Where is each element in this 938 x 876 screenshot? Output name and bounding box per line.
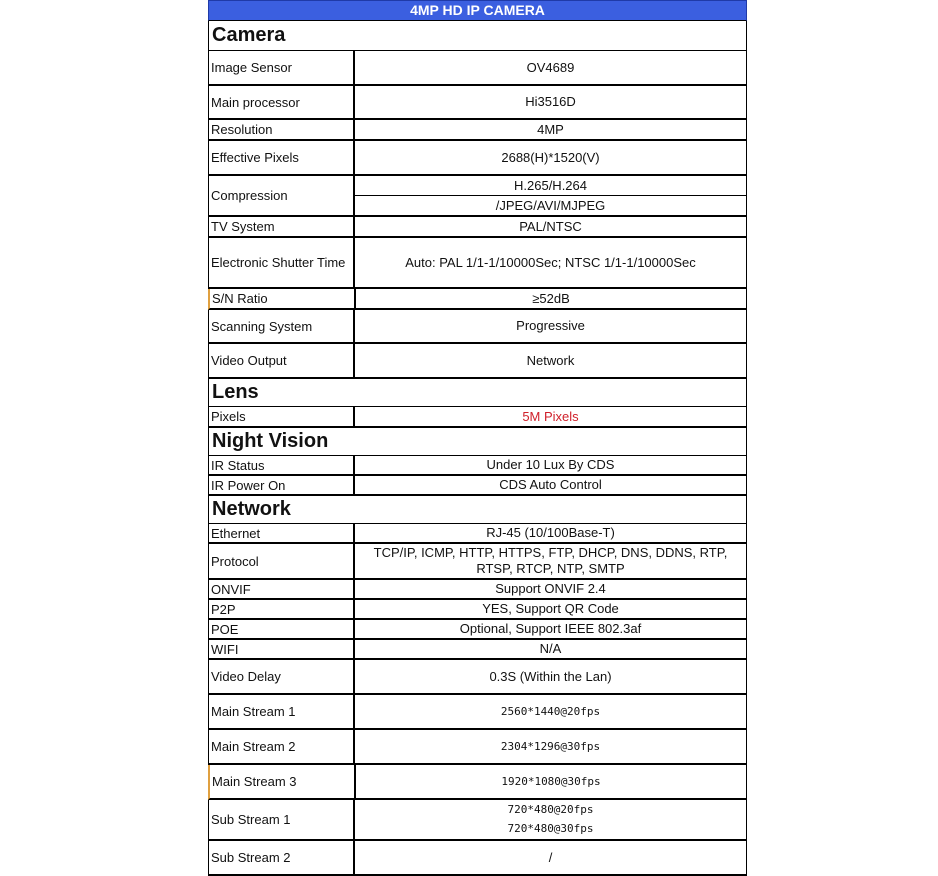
value-compression-line-2: /JPEG/AVI/MJPEG: [355, 195, 746, 215]
value-main-stream-2: 2304*1296@30fps: [500, 739, 601, 753]
row-main-stream-2: [208, 730, 747, 765]
label-onvif: ONVIF: [209, 580, 355, 598]
sheet-title: 4MP HD IP CAMERA: [208, 0, 747, 21]
row-sn-ratio: [208, 289, 747, 310]
label-sub-stream-1: Sub Stream 1: [209, 800, 355, 839]
label-ethernet: Ethernet: [209, 524, 355, 542]
section-camera: Camera: [208, 21, 747, 51]
row-sub-stream-1: [208, 800, 747, 841]
row-main-stream-1: [208, 695, 747, 730]
value-wifi: N/A: [539, 641, 562, 656]
row-ir-power: [208, 476, 747, 496]
label-shutter: Electronic Shutter Time: [209, 238, 355, 287]
spec-sheet: [208, 0, 747, 876]
value-protocol: TCP/IP, ICMP, HTTP, HTTPS, FTP, DHCP, DNS, DDNS, RTP, RTSP, RTCP, NTP, SMTP: [373, 545, 728, 576]
value-ethernet: RJ-45 (10/100Base-T): [486, 525, 615, 540]
row-image-sensor: [208, 51, 747, 86]
row-protocol: [208, 544, 747, 580]
value-compression: [355, 176, 746, 215]
label-tv-system: TV System: [209, 217, 355, 236]
value-sub-stream-2: /: [548, 849, 553, 865]
label-image-sensor: Image Sensor: [209, 51, 355, 84]
label-sub-stream-2: Sub Stream 2: [209, 841, 355, 874]
value-main-processor: Hi3516D: [525, 94, 576, 109]
label-lens-pixels: Pixels: [209, 407, 355, 426]
label-compression: Compression: [209, 176, 355, 215]
value-main-stream-1: 2560*1440@20fps: [500, 704, 601, 718]
section-lens: Lens: [208, 379, 747, 407]
section-network: Network: [208, 496, 747, 524]
row-ir-status: [208, 456, 747, 476]
value-main-stream-3: 1920*1080@30fps: [501, 774, 601, 788]
label-ir-power: IR Power On: [209, 476, 355, 494]
value-shutter: Auto: PAL 1/1-1/10000Sec; NTSC 1/1-1/10000Sec: [405, 254, 696, 270]
label-resolution: Resolution: [209, 120, 355, 139]
value-sub-stream-1-line-1: 720*480@20fps: [507, 802, 594, 816]
label-protocol: Protocol: [209, 544, 355, 578]
row-wifi: [208, 640, 747, 660]
value-onvif: Support ONVIF 2.4: [495, 581, 606, 596]
label-main-stream-3: Main Stream 3: [210, 765, 356, 798]
label-wifi: WIFI: [209, 640, 355, 658]
value-resolution: 4MP: [537, 121, 564, 137]
row-onvif: [208, 580, 747, 600]
row-lens-pixels: [208, 407, 747, 428]
row-main-processor: [208, 86, 747, 120]
row-p2p: [208, 600, 747, 620]
value-video-delay: 0.3S (Within the Lan): [489, 668, 612, 684]
value-video-output: Network: [526, 352, 575, 368]
value-lens-pixels: 5M Pixels: [522, 408, 579, 424]
row-compression: [208, 176, 747, 217]
label-main-stream-1: Main Stream 1: [209, 695, 355, 728]
label-main-stream-2: Main Stream 2: [209, 730, 355, 763]
section-night-vision: Night Vision: [208, 428, 747, 456]
value-sn-ratio: ≥52dB: [532, 290, 570, 306]
label-effective-pixels: Effective Pixels: [209, 141, 355, 174]
value-ir-status: Under 10 Lux By CDS: [486, 457, 615, 472]
value-tv-system: PAL/NTSC: [519, 218, 582, 234]
value-sub-stream-1-line-2: 720*480@30fps: [507, 822, 594, 836]
value-image-sensor: OV4689: [526, 59, 575, 75]
value-p2p: YES, Support QR Code: [482, 601, 619, 616]
row-effective-pixels: [208, 141, 747, 176]
row-resolution: [208, 120, 747, 141]
row-sub-stream-2: [208, 841, 747, 876]
row-scanning: [208, 310, 747, 344]
value-scanning: Progressive: [516, 318, 585, 333]
value-ir-power: CDS Auto Control: [499, 477, 602, 492]
row-ethernet: [208, 524, 747, 544]
row-video-delay: [208, 660, 747, 695]
row-shutter: [208, 238, 747, 289]
label-main-processor: Main processor: [209, 86, 355, 118]
row-main-stream-3: [208, 765, 747, 800]
label-p2p: P2P: [209, 600, 355, 618]
value-effective-pixels: 2688(H)*1520(V): [501, 149, 600, 165]
label-video-output: Video Output: [209, 344, 355, 377]
value-compression-line-1: H.265/H.264: [514, 177, 587, 193]
row-tv-system: [208, 217, 747, 238]
label-poe: POE: [209, 620, 355, 638]
row-video-output: [208, 344, 747, 379]
label-scanning: Scanning System: [209, 310, 355, 342]
label-video-delay: Video Delay: [209, 660, 355, 693]
value-sub-stream-1: [355, 800, 746, 839]
row-poe: [208, 620, 747, 640]
value-poe: Optional, Support IEEE 802.3af: [459, 621, 642, 636]
label-sn-ratio: S/N Ratio: [210, 289, 356, 308]
label-ir-status: IR Status: [209, 456, 355, 474]
